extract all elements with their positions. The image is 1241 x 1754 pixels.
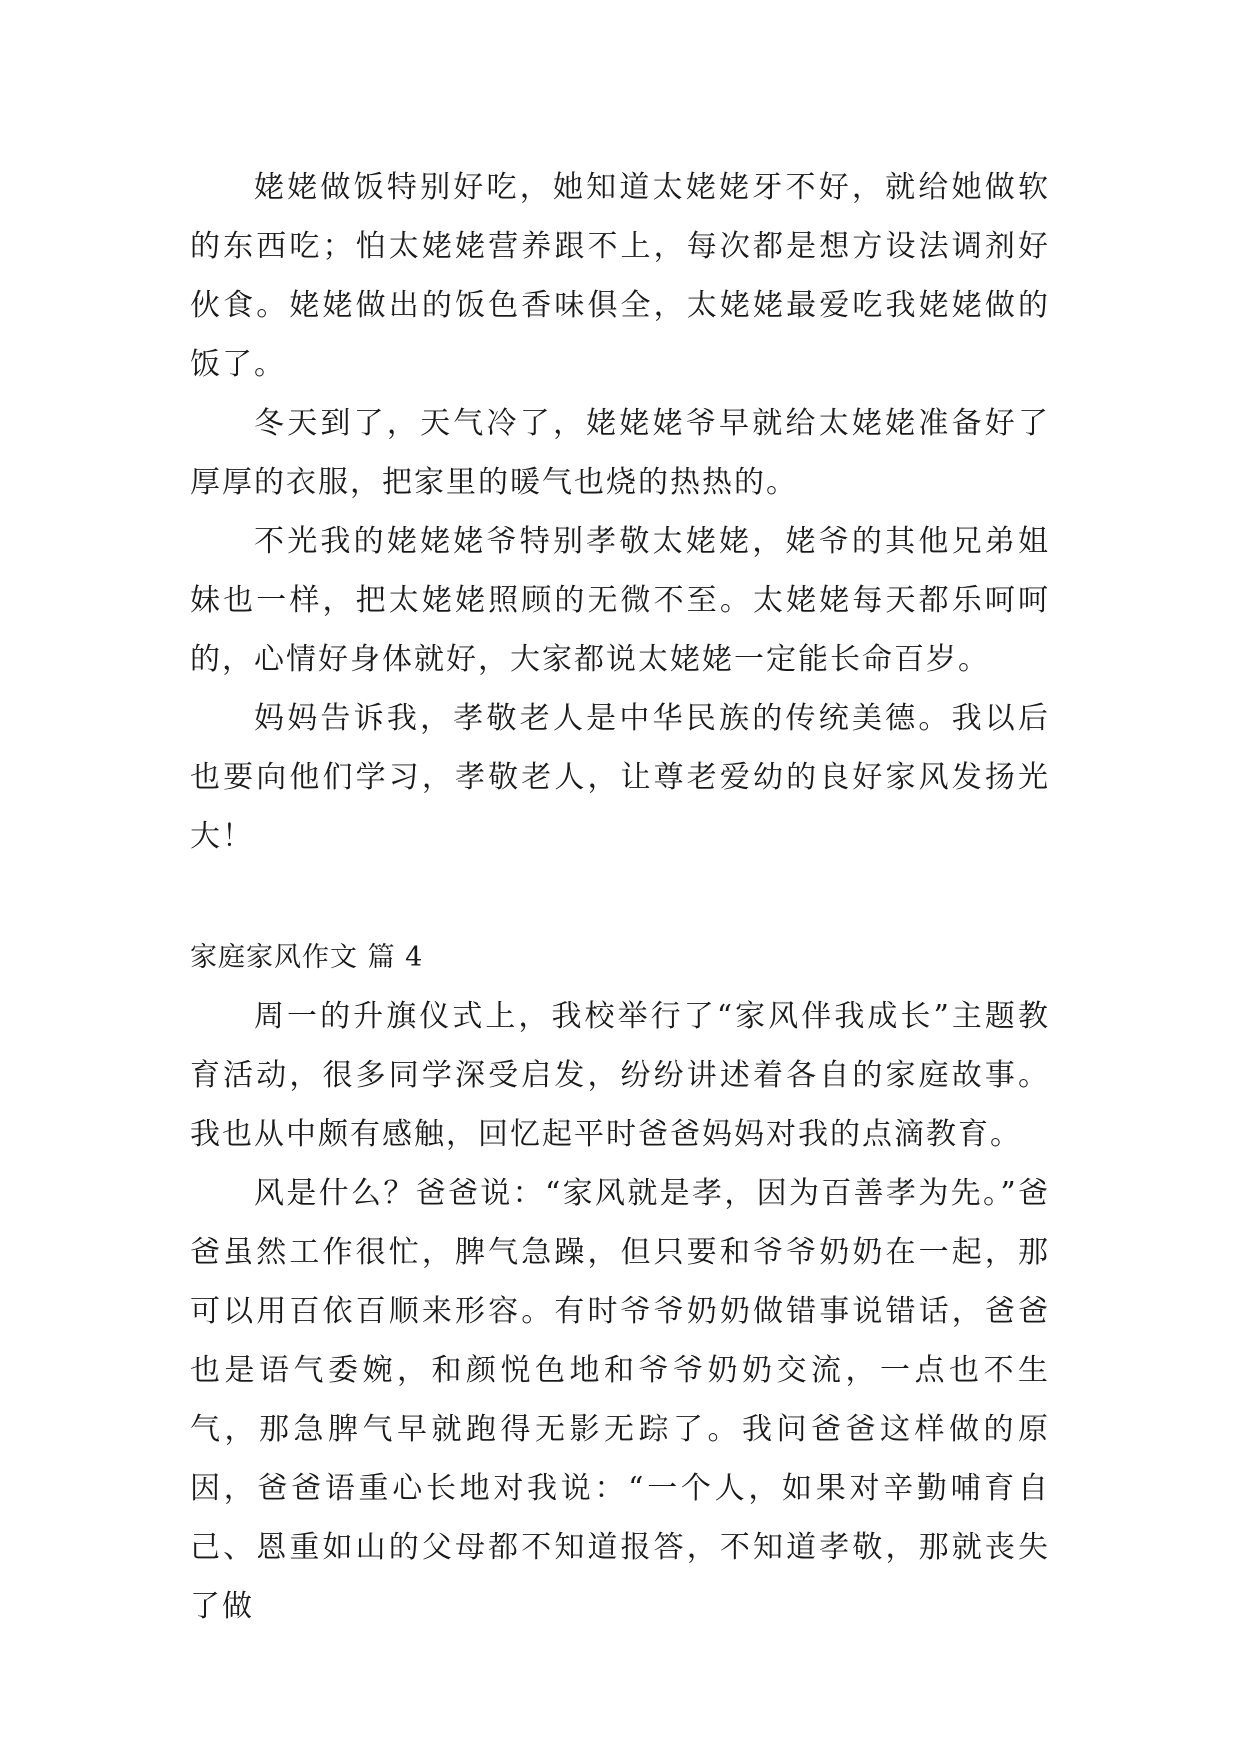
- paragraph-grandma-cooking: 姥姥做饭特别好吃，她知道太姥姥牙不好，就给她做软的东西吃；怕太姥姥营养跟不上，每次都是想方设法调剂好伙食。姥姥做出的饭色香味俱全，太姥姥最爱吃我姥姥做的饭了。: [190, 170, 1050, 382]
- paragraph-flag-ceremony: 周一的升旗仪式上，我校举行了“家风伴我成长”主题教育活动，很多同学深受启发，纷纷讲述着各自的家庭故事。我也从中颇有感触，回忆起平时爸爸妈妈对我的点滴教育。: [190, 999, 1050, 1152]
- paragraph-mother-tells: 妈妈告诉我，孝敬老人是中华民族的传统美德。我以后也要向他们学习，孝敬老人，让尊老爱幼的良好家风发扬光大！: [190, 701, 1050, 854]
- section-heading: 家庭家风作文 篇 4: [190, 942, 424, 973]
- paragraph-what-is-family-style: 风是什么？爸爸说：“家风就是孝，因为百善孝为先。”爸爸虽然工作很忙，脾气急躁，但只要和爷爷奶奶在一起，那可以用百依百顺来形容。有时爷爷奶奶做错事说错话，爸爸也是语气委婉，和颜悦色地和爷爷奶奶交流，一点也不生气，那急脾气早就跑得无影无踪了。我问爸爸这样做的原因，爸爸语重心长地对我说：“一个人，如果对辛勤哺育自己、恩重如山的父母都不知道报答，不知道孝敬，那就丧失了做: [190, 1176, 1050, 1624]
- paragraph-winter: 冬天到了，天气冷了，姥姥姥爷早就给太姥姥准备好了厚厚的衣服，把家里的暖气也烧的热热的。: [190, 406, 1050, 500]
- document-page: [190, 158, 1050, 1636]
- paragraph-siblings-care: 不光我的姥姥姥爷特别孝敬太姥姥，姥爷的其他兄弟姐妹也一样，把太姥姥照顾的无微不至。太姥姥每天都乐呵呵的，心情好身体就好，大家都说太姥姥一定能长命百岁。: [190, 524, 1050, 677]
